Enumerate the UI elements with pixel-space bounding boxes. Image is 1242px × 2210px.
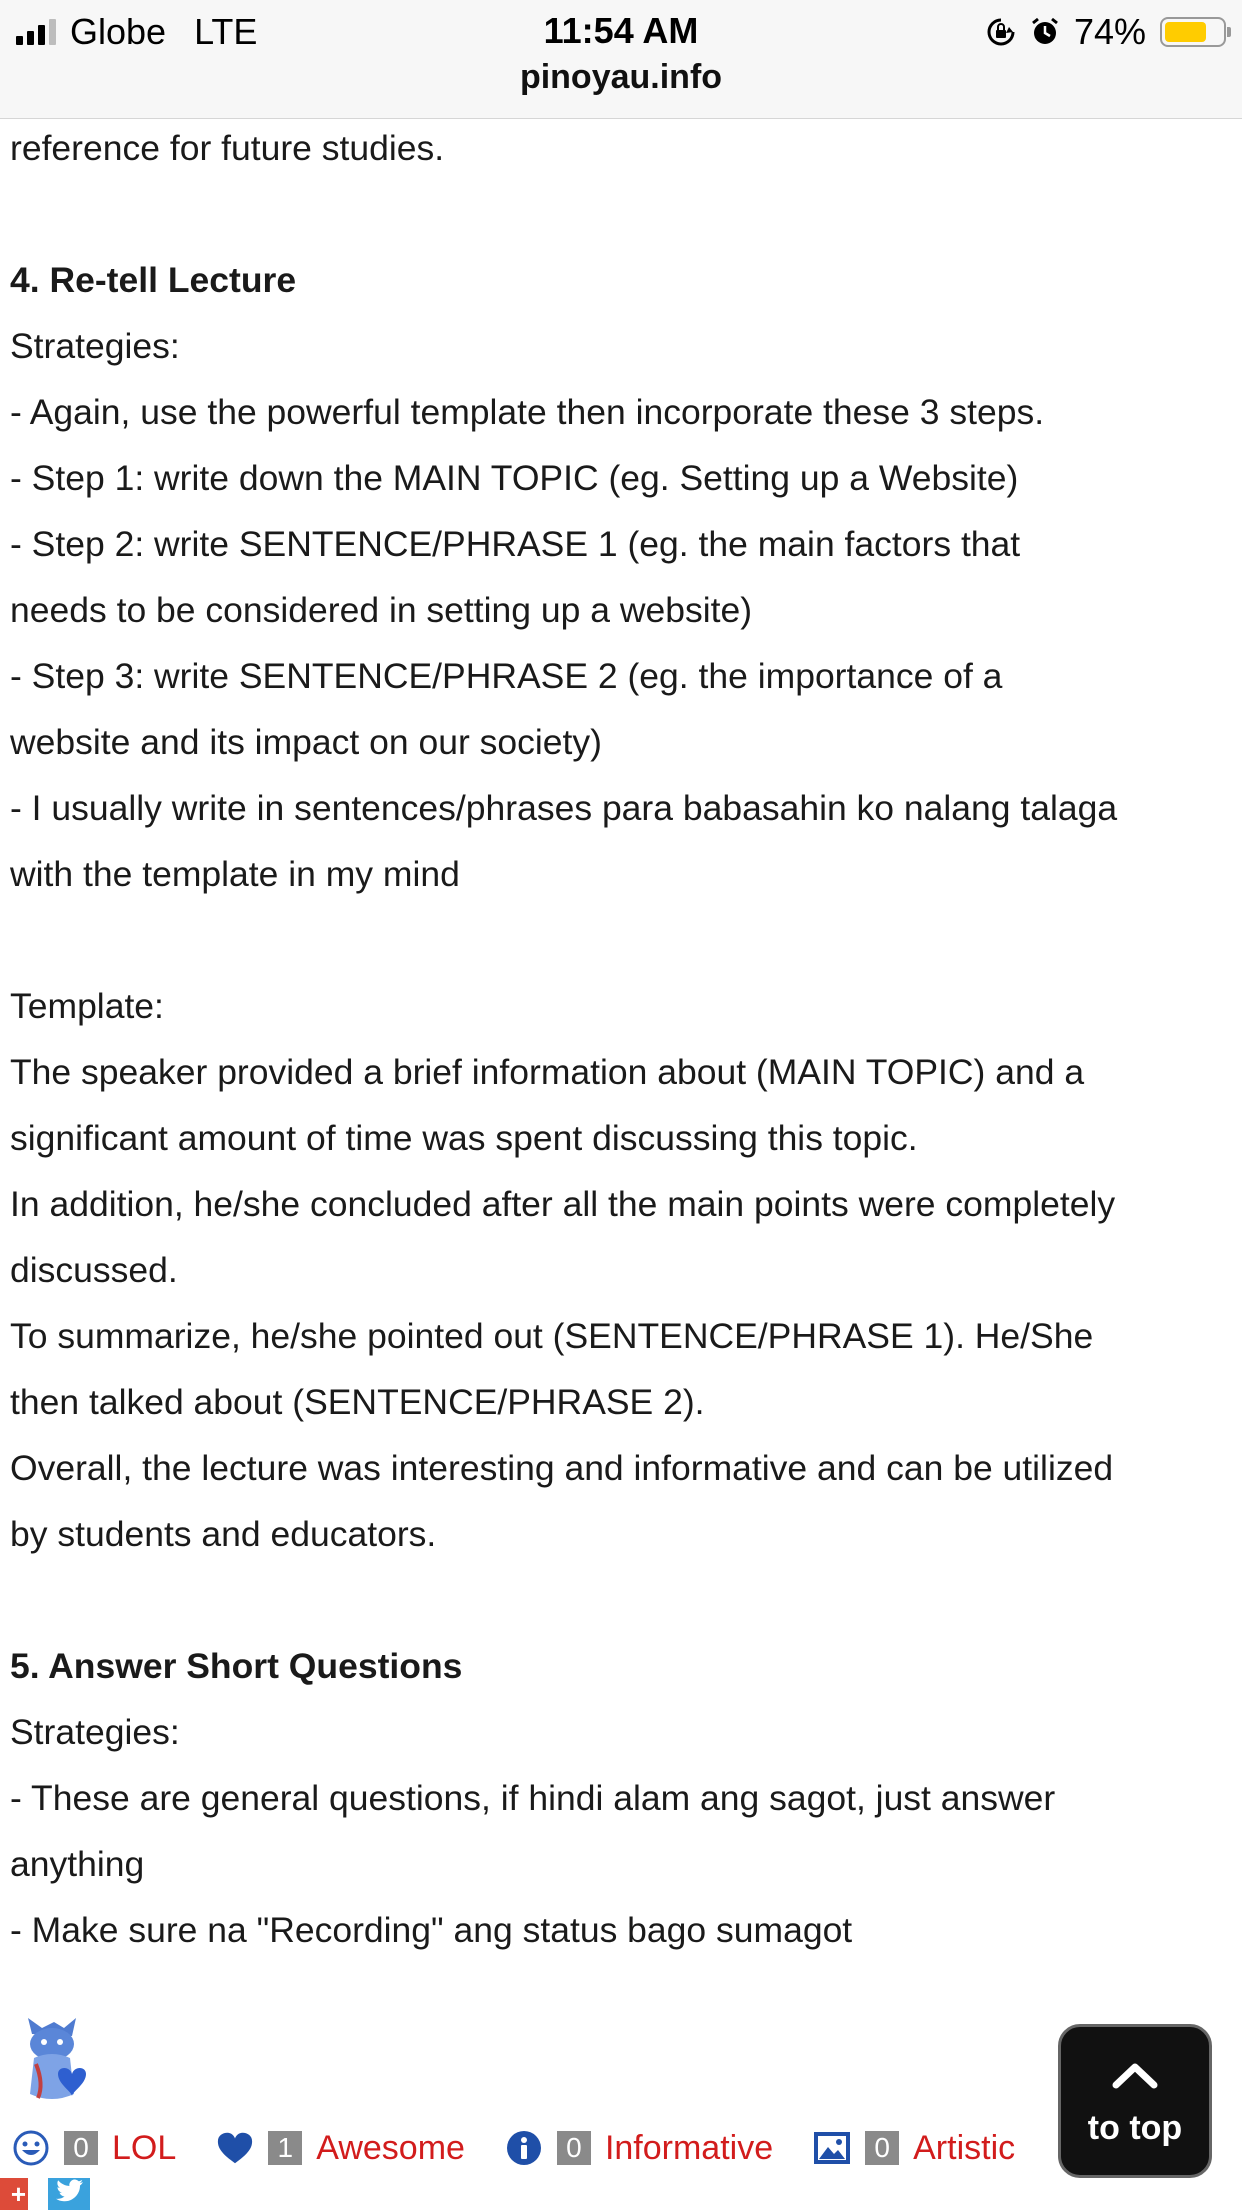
google-plus-share-button[interactable]: + <box>0 2178 28 2210</box>
paragraph-line: To summarize, he/she pointed out (SENTENCE/PHRASE 1). He/She <box>10 1316 1094 1356</box>
paragraph-line: Strategies: <box>10 326 180 366</box>
paragraph-line: Overall, the lecture was interesting and informative and can be utilized <box>10 1448 1114 1488</box>
heart-icon <box>216 2129 254 2167</box>
reaction-label: Informative <box>604 2128 774 2167</box>
paragraph-line: needs to be considered in setting up a website) <box>10 590 753 630</box>
paragraph-line: then talked about (SENTENCE/PHRASE 2). <box>10 1382 705 1422</box>
section-heading-answer-short-questions: 5. Answer Short Questions <box>10 1646 463 1686</box>
battery-percentage: 74% <box>1073 11 1146 52</box>
chevron-up-icon <box>1061 2061 1209 2089</box>
battery-icon <box>1160 17 1226 47</box>
paragraph-line: - Step 3: write SENTENCE/PHRASE 2 (eg. the importance of a <box>10 656 1003 696</box>
share-buttons <box>0 2178 90 2210</box>
paragraph-line: with the template in my mind <box>10 854 460 894</box>
info-icon <box>505 2129 543 2167</box>
reaction-count: 0 <box>64 2131 98 2165</box>
paragraph-line: discussed. <box>10 1250 178 1290</box>
carrier-name: Globe <box>70 11 167 52</box>
lol-icon <box>12 2129 50 2167</box>
twitter-share-button[interactable] <box>48 2178 90 2210</box>
rotation-lock-icon <box>986 17 1016 47</box>
paragraph-line: anything <box>10 1844 145 1884</box>
reaction-awesome[interactable] <box>216 2129 465 2168</box>
status-icons <box>986 10 1226 54</box>
reaction-label: LOL <box>112 2128 177 2167</box>
paragraph-line: significant amount of time was spent discussing this topic. <box>10 1118 918 1158</box>
picture-icon <box>813 2129 851 2167</box>
section-heading-retell-lecture: 4. Re-tell Lecture <box>10 260 297 300</box>
paragraph-line: Template: <box>10 986 164 1026</box>
reaction-artistic[interactable] <box>813 2129 1015 2168</box>
author-avatar[interactable] <box>14 2014 96 2106</box>
paragraph-line: The speaker provided a brief information about (MAIN TOPIC) and a <box>10 1052 1085 1092</box>
reaction-count: 0 <box>865 2131 899 2165</box>
network-type: LTE <box>194 11 258 52</box>
address-bar-url[interactable]: pinoyau.info <box>519 58 723 96</box>
reaction-count: 0 <box>557 2131 591 2165</box>
article-body <box>10 115 1235 1963</box>
paragraph-line: Strategies: <box>10 1712 180 1752</box>
paragraph-line: In addition, he/she concluded after all the main points were completely <box>10 1184 1116 1224</box>
browser-status-bar <box>0 0 1242 119</box>
paragraph-line: by students and educators. <box>10 1514 437 1554</box>
paragraph-line: - I usually write in sentences/phrases para babasahin ko nalang talaga <box>10 788 1118 828</box>
reactions-bar <box>12 2128 1055 2168</box>
scroll-to-top-label: to top <box>1087 2109 1183 2147</box>
alarm-icon <box>1030 17 1060 47</box>
paragraph-line: website and its impact on our society) <box>10 722 602 762</box>
twitter-icon <box>54 2179 84 2210</box>
paragraph-line: - Make sure na "Recording" ang status bago sumagot <box>10 1910 853 1950</box>
reaction-lol[interactable] <box>12 2129 176 2168</box>
paragraph-line: - Step 1: write down the MAIN TOPIC (eg. Setting up a Website) <box>10 458 1019 498</box>
paragraph-line: - These are general questions, if hindi alam ang sagot, just answer <box>10 1778 1056 1818</box>
reaction-count: 1 <box>268 2131 302 2165</box>
reaction-informative[interactable] <box>505 2129 773 2168</box>
paragraph-line: reference for future studies. <box>10 128 445 168</box>
paragraph-line: - Step 2: write SENTENCE/PHRASE 1 (eg. the main factors that <box>10 524 1021 564</box>
reaction-label: Artistic <box>913 2128 1016 2167</box>
scroll-to-top-button[interactable] <box>1058 2024 1212 2178</box>
paragraph-line: - Again, use the powerful template then incorporate these 3 steps. <box>10 392 1045 432</box>
reaction-label: Awesome <box>316 2128 465 2167</box>
clock: 11:54 AM <box>543 10 699 51</box>
